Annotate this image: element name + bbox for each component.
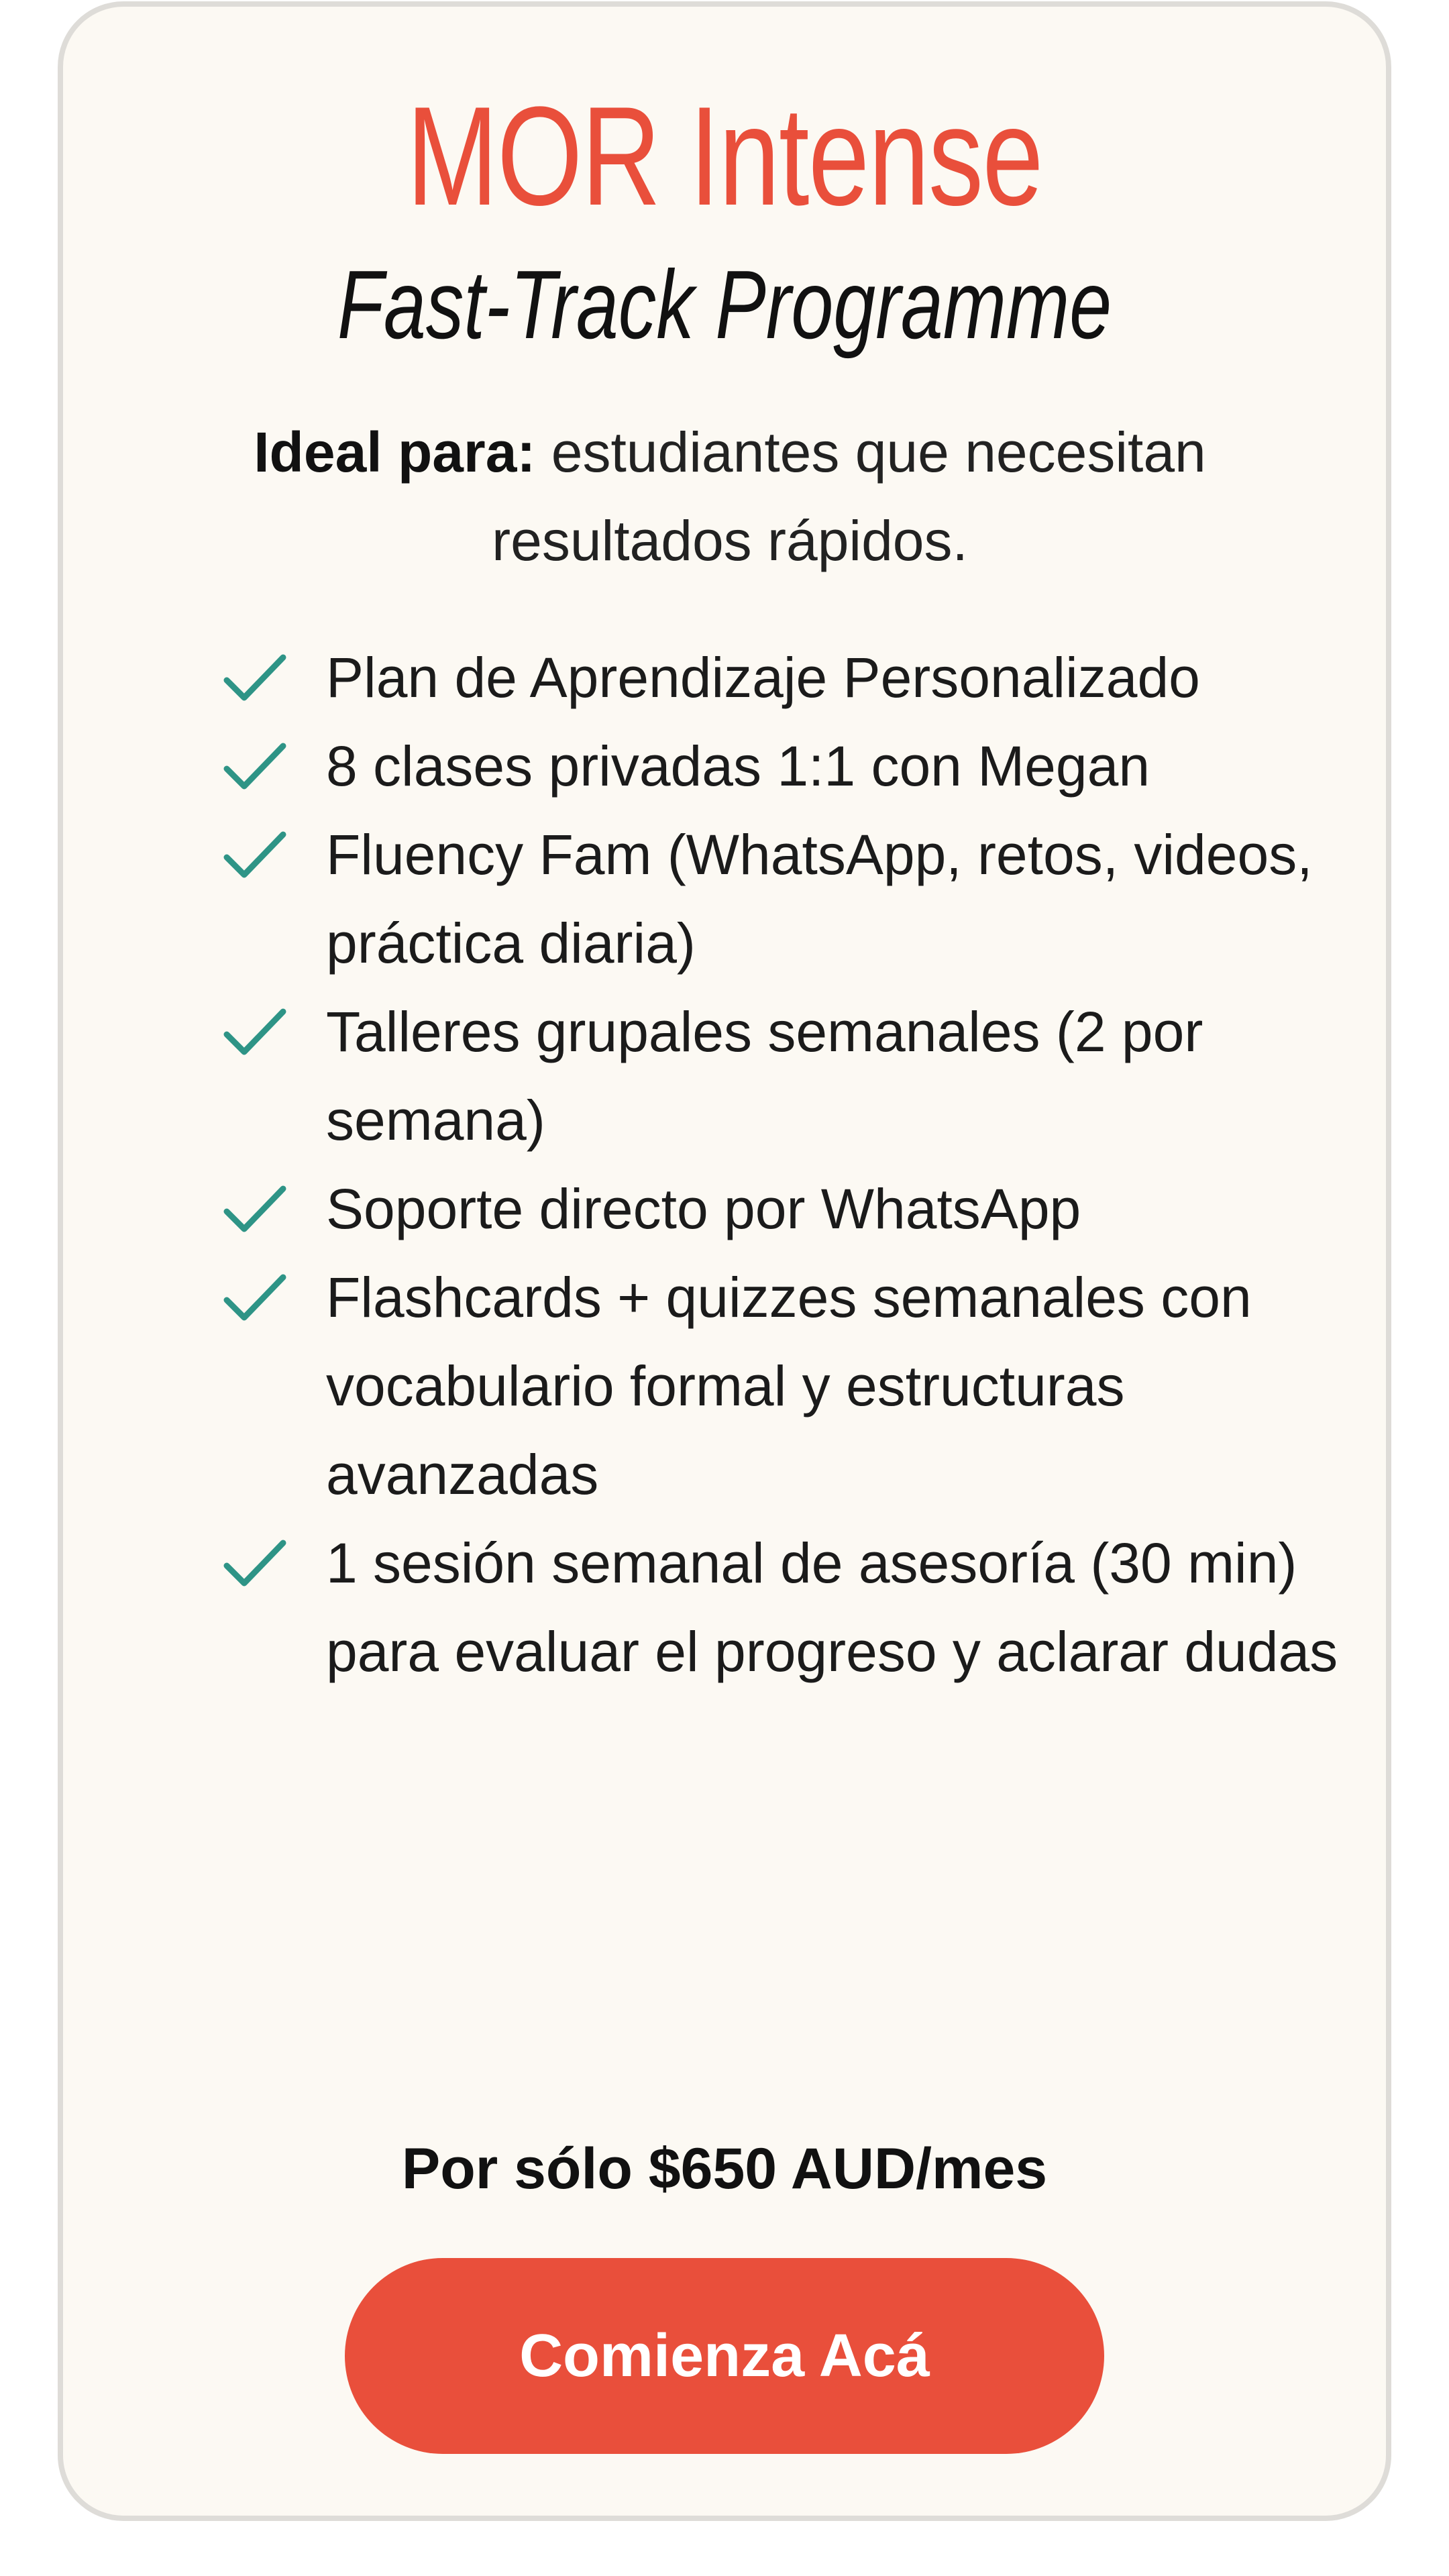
plan-subtitle: Fast-Track Programme [337,250,1112,359]
feature-item [219,1253,1359,1519]
feature-text: Fluency Fam (WhatsApp, retos, videos, práctica diaria) [326,823,1313,975]
pricing-card [58,1,1391,2521]
check-icon [219,734,291,801]
feature-text: 8 clases privadas 1:1 con Megan [326,735,1150,798]
plan-title: MOR Intense [407,77,1042,235]
feature-list [219,633,1359,1696]
feature-item [219,633,1359,722]
feature-text: Plan de Aprendizaje Personalizado [326,646,1200,709]
check-icon [219,1531,291,1598]
check-icon [219,645,291,712]
check-icon [219,1000,291,1067]
feature-text: Talleres grupales semanales (2 por semana) [326,1000,1203,1152]
ideal-for-description: estudiantes que necesitan resultados rápidos. [492,421,1206,572]
price-text: Por sólo $650 AUD/mes [401,2137,1048,2201]
feature-text: Soporte directo por WhatsApp [326,1177,1081,1240]
feature-item [219,810,1359,987]
feature-item [219,1165,1359,1253]
feature-item [219,987,1359,1165]
check-icon [219,822,291,890]
check-icon [219,1177,291,1244]
ideal-for-label: Ideal para: [254,421,536,484]
feature-item [219,1519,1359,1696]
check-icon [219,1265,291,1332]
feature-text: 1 sesión semanal de asesoría (30 min) para evaluar el progreso y aclarar dudas [326,1532,1338,1683]
start-here-button[interactable]: Comienza Acá [345,2258,1104,2454]
ideal-for-text [157,408,1303,585]
feature-item [219,722,1359,810]
feature-text: Flashcards + quizzes semanales con vocabulario formal y estructuras avanzadas [326,1266,1252,1506]
